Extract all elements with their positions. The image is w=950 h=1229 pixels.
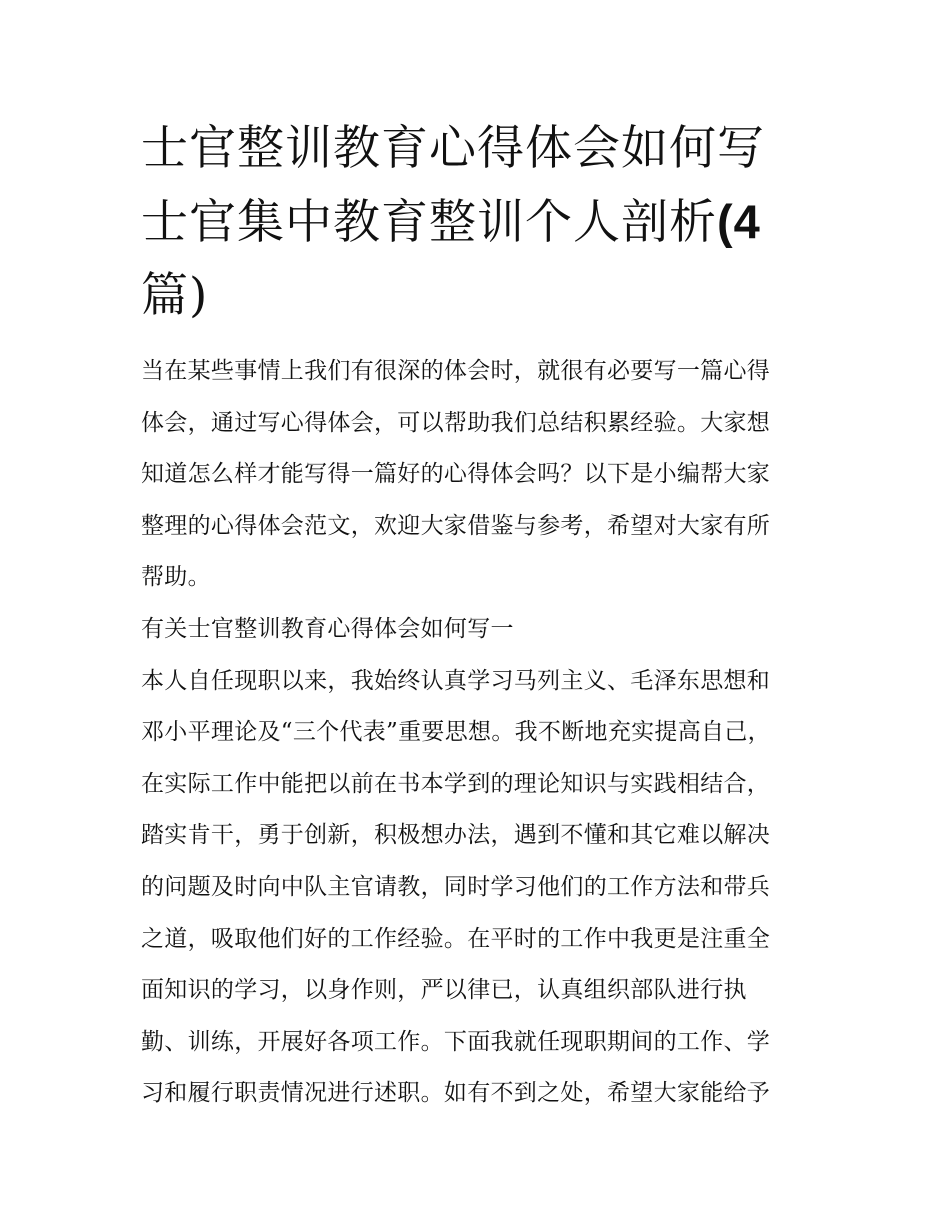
section-line: 本人自任现职以来，我始终认真学习马列主义、毛泽东思想和 — [141, 667, 771, 694]
document-page — [141, 112, 813, 1120]
intro-line: 整理的心得体会范文，欢迎大家借鉴与参考，希望对大家有所 — [141, 512, 771, 539]
intro-paragraph — [141, 346, 813, 604]
intro-line: 当在某些事情上我们有很深的体会时，就很有必要写一篇心得 — [141, 358, 771, 384]
title-line-2 — [141, 185, 813, 259]
section-line: 面知识的学习，以身作则，严以律已，认真组织部队进行执 — [141, 977, 747, 1004]
document-body — [141, 346, 813, 1120]
section-line: 习和履行职责情况进行述职。如有不到之处，希望大家能给予 — [141, 1080, 771, 1107]
title-line-2-text: 士官集中教育整训个人剖析 — [141, 195, 717, 250]
section-paragraph — [141, 656, 813, 1120]
intro-line: 帮助。 — [141, 564, 211, 591]
title-line-3: 篇) — [141, 268, 209, 323]
section-heading: 有关士官整训教育心得体会如何写一 — [141, 615, 514, 642]
section-line: 踏实肯干，勇于创新，积极想办法，遇到不懂和其它难以解决 — [141, 822, 771, 849]
section-line: 勤、训练，开展好各项工作。下面我就任现职期间的工作、学 — [141, 1028, 771, 1055]
section-line: 邓小平理论及“三个代表”重要思想。我不断地充实提高自己， — [141, 719, 771, 746]
title-line-1: 士官整训教育心得体会如何写 — [141, 121, 765, 176]
section-line: 在实际工作中能把以前在书本学到的理论知识与实践相结合， — [141, 770, 771, 797]
intro-line: 知道怎么样才能写得一篇好的心得体会吗？以下是小编帮大家 — [141, 461, 771, 488]
section-line: 的问题及时向中队主官请教，同时学习他们的工作方法和带兵 — [141, 873, 771, 900]
document-title — [141, 112, 813, 332]
title-line-2-suffix: (4 — [717, 195, 761, 248]
intro-line: 体会，通过写心得体会，可以帮助我们总结积累经验。大家想 — [141, 409, 771, 436]
section-line: 之道，吸取他们好的工作经验。在平时的工作中我更是注重全 — [141, 925, 771, 952]
